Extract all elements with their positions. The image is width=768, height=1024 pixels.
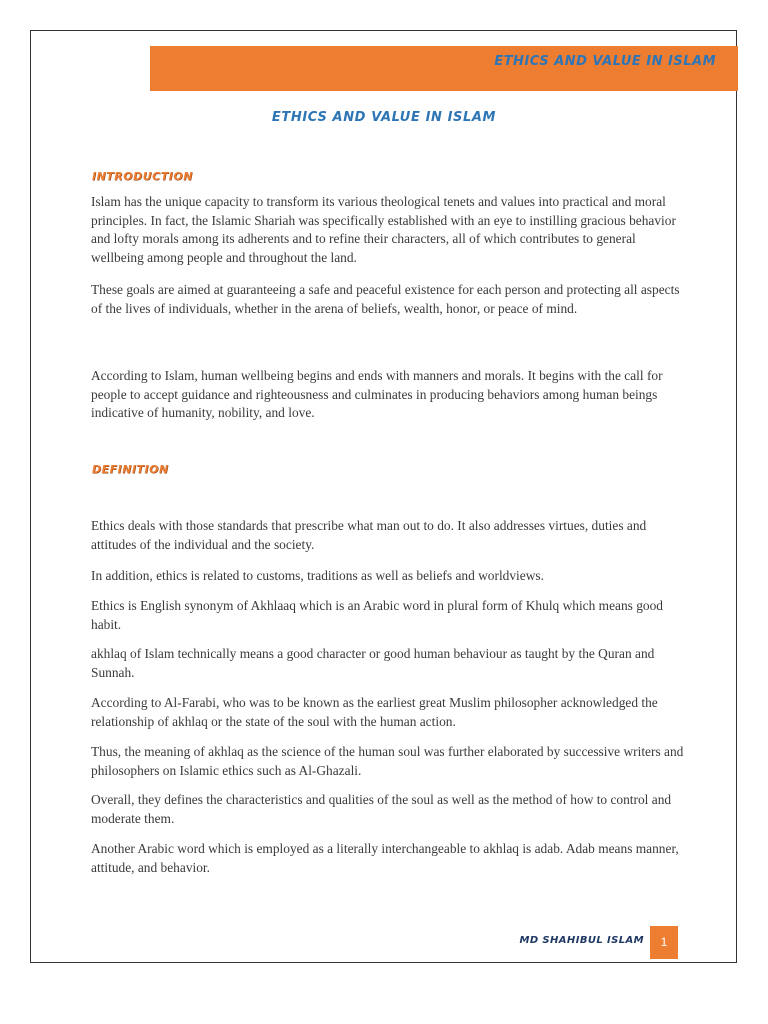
definition-heading: DEFINITION — [92, 463, 169, 476]
document-title: ETHICS AND VALUE IN ISLAM — [271, 110, 497, 125]
footer-author: MD SHAHIBUL ISLAM — [519, 935, 644, 946]
definition-paragraph: According to Al-Farabi, who was to be known as the earliest great Muslim philosopher acknowledged the relationship of akhlaq or the state of the soul with the human action. — [91, 695, 658, 729]
page-number: 1 — [650, 926, 678, 959]
definition-paragraph: In addition, ethics is related to customs, traditions as well as beliefs and worldviews. — [91, 568, 544, 583]
introduction-heading: INTRODUCTION — [92, 170, 193, 183]
definition-paragraph: Another Arabic word which is employed as a literally interchangeable to akhlaq is adab. Adab means manner, attitude, and behavior. — [91, 841, 679, 875]
definition-paragraph: Ethics is English synonym of Akhlaaq which is an Arabic word in plural form of Khulq which means good habit. — [91, 598, 663, 632]
intro-paragraph: These goals are aimed at guaranteeing a safe and peaceful existence for each person and protecting all aspects of the lives of individuals, whether in the arena of beliefs, wealth, honor, or peace of mind. — [91, 282, 680, 316]
intro-paragraph: Islam has the unique capacity to transform its various theological tenets and values into practical and moral principles. In fact, the Islamic Shariah was specifically established with an eye to instilling gracious behavior and lofty morals among its adherents and to refine their characters, all of which contributes to general wellbeing among people and throughout the land. — [91, 194, 676, 265]
definition-paragraph: Ethics deals with those standards that prescribe what man out to do. It also addresses virtues, duties and attitudes of the individual and the society. — [91, 518, 647, 552]
definition-paragraph: Thus, the meaning of akhlaq as the science of the human soul was further elaborated by successive writers and philosophers on Islamic ethics such as Al-Ghazali. — [91, 744, 684, 778]
definition-paragraph: Overall, they defines the characteristics and qualities of the soul as well as the method of how to control and moderate them. — [91, 792, 672, 826]
header-bar — [150, 46, 738, 91]
definition-paragraph: akhlaq of Islam technically means a good character or good human behaviour as taught by the Quran and Sunnah. — [91, 646, 655, 680]
header-title: ETHICS AND VALUE IN ISLAM — [494, 54, 716, 69]
intro-paragraph: According to Islam, human wellbeing begins and ends with manners and morals. It begins with the call for people to accept guidance and righteousness and culminates in producing behaviors among human beings indicative of humanity, nobility, and love. — [91, 368, 663, 421]
